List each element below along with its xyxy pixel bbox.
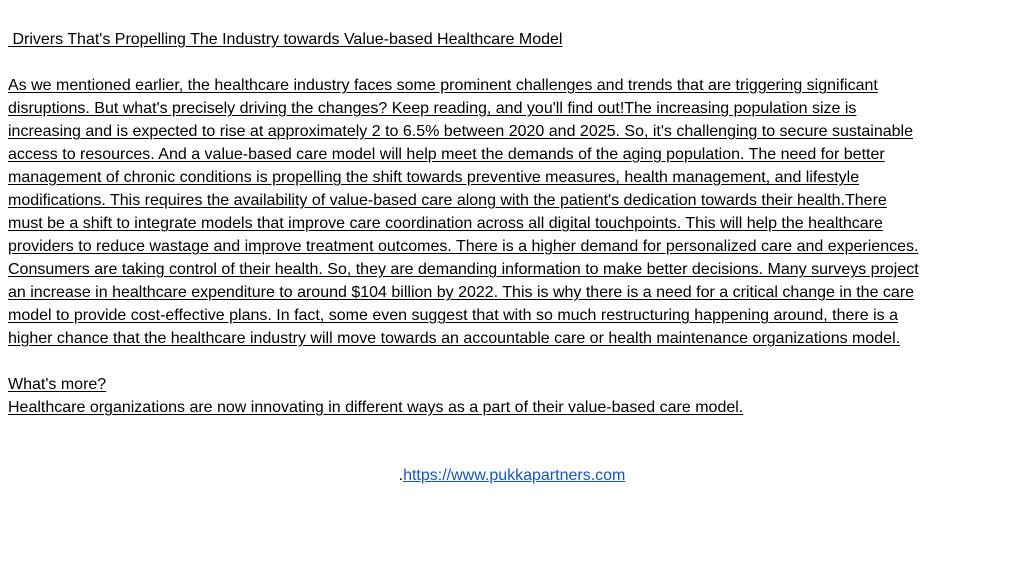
paragraph-line: higher chance that the healthcare industry will move towards an accountable care or health maintenance organizations model.: [8, 330, 901, 347]
closing-line: Healthcare organizations are now innovating in different ways as a part of their value-based care model.: [8, 399, 744, 416]
slide-heading: Drivers That's Propelling The Industry towards Value-based Healthcare Model: [8, 31, 563, 48]
paragraph-line: As we mentioned earlier, the healthcare industry faces some prominent challenges and trends that are triggering significant: [8, 77, 878, 94]
paragraph-line: management of chronic conditions is propelling the shift towards preventive measures, health management, and lifestyle: [8, 169, 860, 186]
paragraph-line: Consumers are taking control of their health. So, they are demanding information to make better decisions. Many surveys project: [8, 261, 919, 278]
source-link[interactable]: https://www.pukkapartners.com: [403, 467, 626, 484]
paragraph-line: providers to reduce wastage and improve treatment outcomes. There is a higher demand for personalized care and experiences.: [8, 238, 919, 255]
body-paragraph: [8, 74, 1018, 350]
paragraph-line: increasing and is expected to rise at approximately 2 to 6.5% between 2020 and 2025. So, it's challenging to secure sustainable: [8, 123, 913, 140]
paragraph-line: access to resources. And a value-based care model will help meet the demands of the aging population. The need for better: [8, 146, 885, 163]
paragraph-line: disruptions. But what's precisely driving the changes? Keep reading, and you'll find out!The increasing population size is: [8, 100, 857, 117]
paragraph-line: modifications. This requires the availability of value-based care along with the patient's dedication towards their health.There: [8, 192, 887, 209]
paragraph-line: model to provide cost-effective plans. In fact, some even suggest that with so much restructuring happening around, there is a: [8, 307, 898, 324]
link-prefix: .: [398, 467, 404, 484]
paragraph-line: an increase in healthcare expenditure to around $104 billion by 2022. This is why there is a need for a critical change in the care: [8, 284, 915, 301]
spacer: [8, 51, 1018, 74]
source-link-row: [0, 464, 1024, 487]
paragraph-line: must be a shift to integrate models that improve care coordination across all digital touchpoints. This will help the healthcare: [8, 215, 883, 232]
spacer: [8, 350, 1018, 373]
subheading: What's more?: [8, 376, 107, 393]
slide-text-block: [8, 28, 1018, 419]
